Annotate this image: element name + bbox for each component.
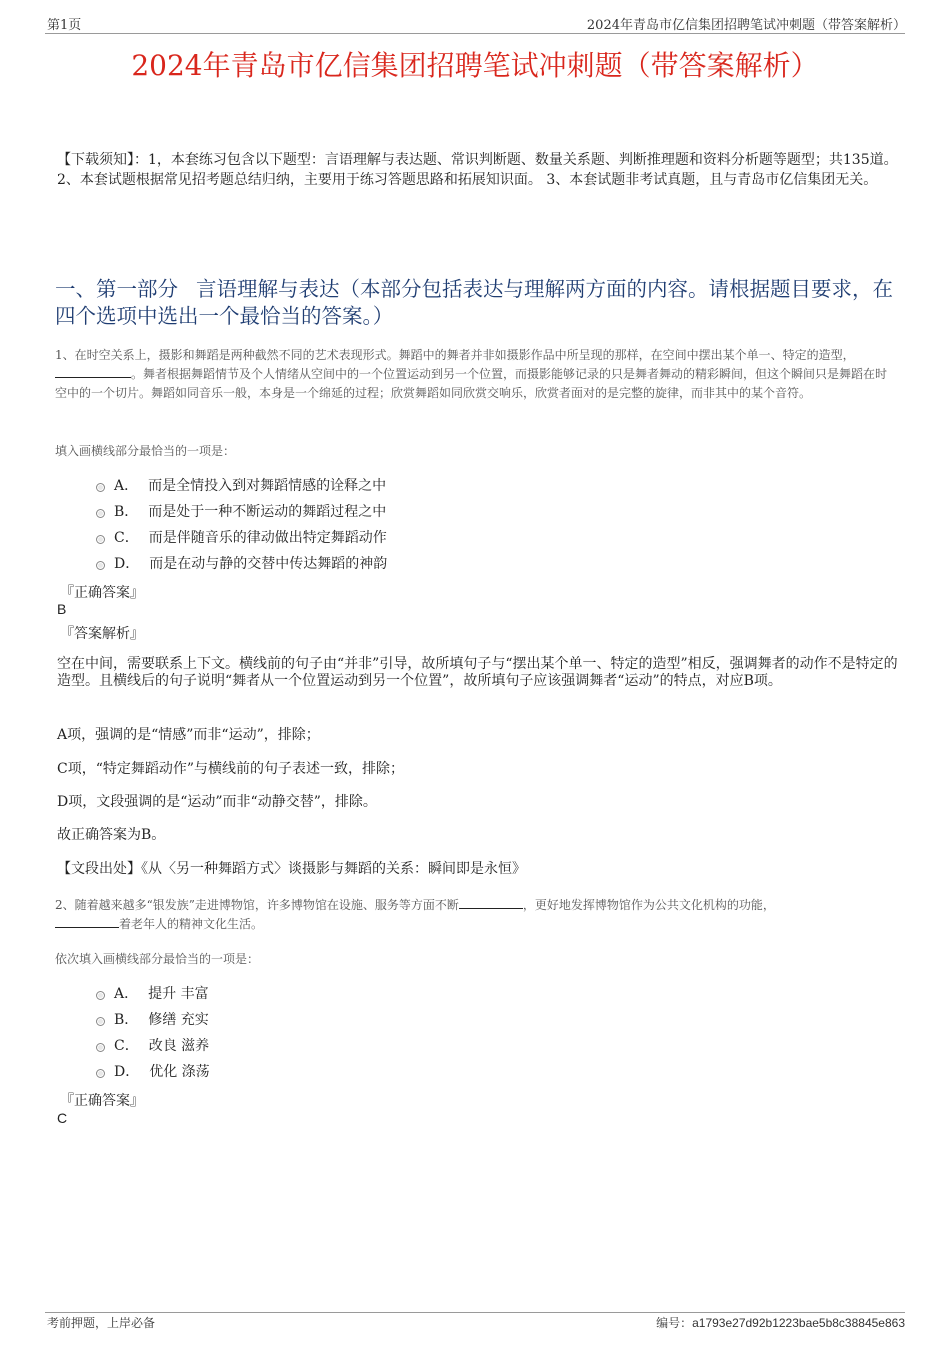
- header-divider: [45, 33, 905, 34]
- radio-icon[interactable]: [96, 1017, 105, 1026]
- question-2-blank-2: [55, 915, 119, 928]
- radio-icon[interactable]: [96, 561, 105, 570]
- question-1-source: 【文段出处】《从〈另一种舞蹈方式〉谈摄影与舞蹈的关系：瞬间即是永恒》: [57, 861, 526, 877]
- radio-icon[interactable]: [96, 483, 105, 492]
- question-1-text-part2: 。舞者根据舞蹈情节及个人情绪从空间中的一个位置运动到另一个位置，而摄影能够记录的只是舞者舞动的精彩瞬间，但这个瞬间只是舞蹈在时空中的一个切片。舞蹈如同音乐一般，本身是一个绵延的过程；欣赏舞蹈如同欣赏交响乐，欣赏者面对的是完整的旋律，而非其中的某个音符。: [55, 367, 888, 400]
- page-title: 2024年青岛市亿信集团招聘笔试冲刺题（带答案解析）: [131, 49, 819, 82]
- section-number: 一、第一部分: [55, 277, 178, 301]
- question-2-answer: C: [57, 1110, 68, 1126]
- section-text: 言语理解与表达（本部分包括表达与理解两方面的内容。请根据题目要求，在四个选项中选出一个最恰当的答案。）: [55, 277, 893, 328]
- question-1-option-a[interactable]: A． 而是全情投入到对舞蹈情感的诠释之中: [96, 472, 387, 498]
- footer-code-value: a1793e27d92b1223bae5b8c38845e863: [692, 1316, 905, 1330]
- radio-icon[interactable]: [96, 1043, 105, 1052]
- download-notice: 【下载须知】：1，本套练习包含以下题型：言语理解与表达题、常识判断题、数量关系题、判断推理题和资料分析题等题型；共135道。 2、本套试题根据常见招考题总结归纳，主要用于练习答题思路和拓展知识面。 3、本套试题非考试真题，且与青岛市亿信集团无关。: [57, 152, 898, 188]
- footer-code-label: 编号：: [656, 1316, 693, 1330]
- header-doc-title: 2024年青岛市亿信集团招聘笔试冲刺题（带答案解析）: [586, 18, 906, 33]
- question-2-options: [96, 980, 210, 1084]
- question-1-blank: [55, 365, 131, 378]
- radio-icon[interactable]: [96, 535, 105, 544]
- page-number: 第1页: [47, 18, 82, 33]
- question-2-option-a[interactable]: A． 提升 丰富: [96, 980, 210, 1006]
- question-1-prompt: 填入画横线部分最恰当的一项是：: [55, 444, 236, 458]
- footer-slogan: 考前押题，上岸必备: [47, 1316, 156, 1330]
- section-heading: [55, 276, 895, 330]
- question-1-analysis: 空在中间，需要联系上下文。横线前的句子由“并非”引导，故所填句子与“摆出某个单一、特定的造型”相反，强调舞者的动作不是特定的造型。且横线后的句子说明“舞者从一个位置运动到另一个位置”，故所填句子应该强调舞者“运动”的特点，对应B项。: [57, 656, 898, 689]
- question-1-answer-label: 『正确答案』: [60, 585, 144, 601]
- question-1-note-d: D项，文段强调的是“运动”而非“动静交替”，排除。: [57, 794, 377, 810]
- radio-icon[interactable]: [96, 509, 105, 518]
- question-2-option-b[interactable]: B． 修缮 充实: [96, 1006, 210, 1032]
- question-2-option-d[interactable]: D． 优化 涤荡: [96, 1058, 210, 1084]
- question-1-analysis-label: 『答案解析』: [60, 626, 144, 642]
- question-1-option-c[interactable]: C． 而是伴随音乐的律动做出特定舞蹈动作: [96, 524, 387, 550]
- question-2-answer-label: 『正确答案』: [60, 1093, 144, 1109]
- question-2-text-part2: ，更好地发挥博物馆作为公共文化机构的功能，: [522, 898, 775, 912]
- question-1-options: [96, 472, 387, 576]
- question-1-option-b[interactable]: B． 而是处于一种不断运动的舞蹈过程之中: [96, 498, 387, 524]
- question-2-text-part1: 2、随着越来越多“银发族”走进博物馆，许多博物馆在设施、服务等方面不断: [55, 898, 459, 912]
- question-1-conclusion: 故正确答案为B。: [57, 827, 166, 843]
- question-2-prompt: 依次填入画横线部分最恰当的一项是：: [55, 952, 260, 966]
- question-2-blank-1: [459, 896, 523, 909]
- footer-divider: [45, 1312, 905, 1313]
- radio-icon[interactable]: [96, 991, 105, 1000]
- question-1-text-part1: 1、在时空关系上，摄影和舞蹈是两种截然不同的艺术表现形式。舞蹈中的舞者并非如摄影作品中所呈现的那样，在空间中摆出某个单一、特定的造型，: [55, 348, 855, 362]
- footer-code: [656, 1314, 905, 1331]
- radio-icon[interactable]: [96, 1069, 105, 1078]
- question-1-note-c: C项，“特定舞蹈动作”与横线前的句子表述一致，排除；: [57, 761, 405, 777]
- question-2-text: [55, 896, 898, 934]
- question-1-note-a: A项，强调的是“情感”而非“运动”，排除；: [57, 727, 320, 743]
- question-1-option-d[interactable]: D． 而是在动与静的交替中传达舞蹈的神韵: [96, 550, 387, 576]
- question-2-text-part3: 着老年人的精神文化生活。: [119, 917, 264, 931]
- question-2-option-c[interactable]: C． 改良 滋养: [96, 1032, 210, 1058]
- question-1-text: [55, 346, 898, 403]
- question-1-answer: B: [57, 601, 67, 617]
